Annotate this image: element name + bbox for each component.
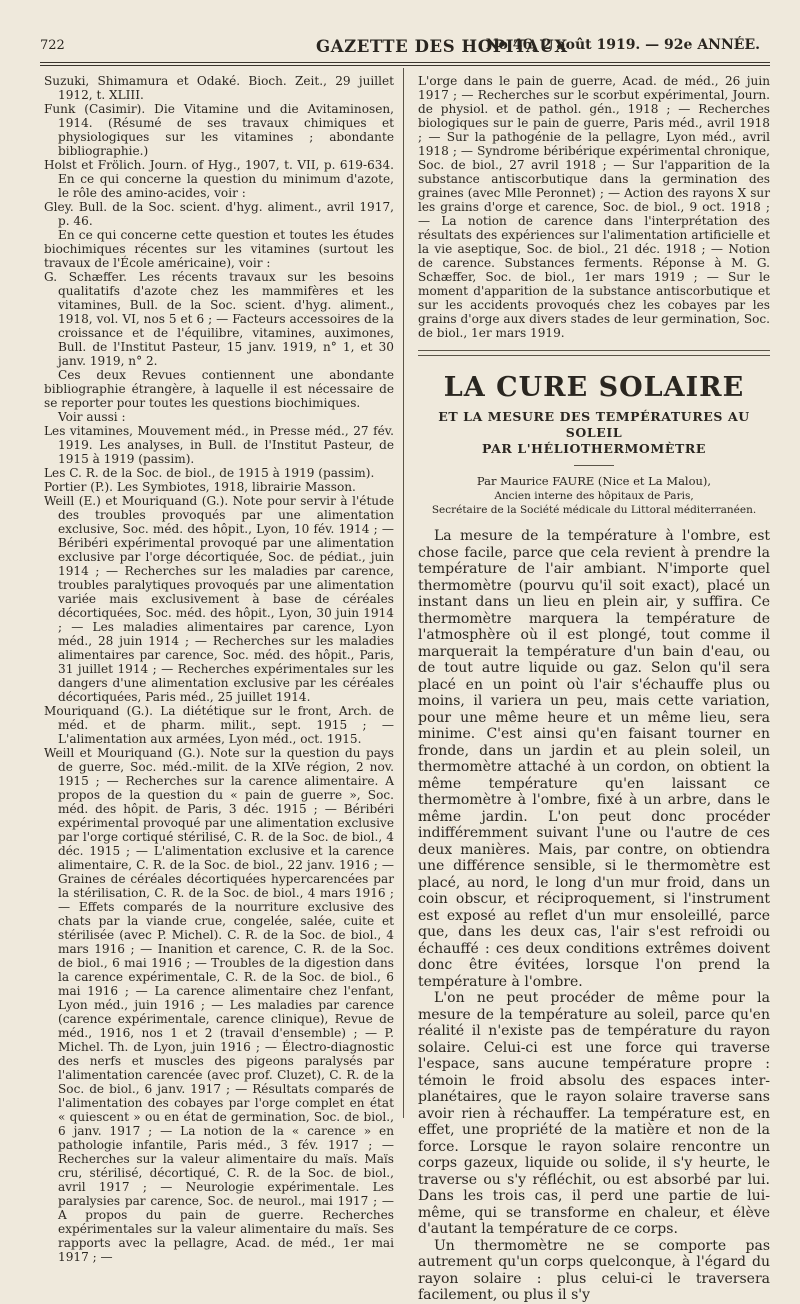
reference-entry: G. Schæffer. Les récents travaux sur les besoins qualitatifs d'azote chez les mammifères et les vitamines, Bull. de la Soc. scient. d'hyg. aliment., 1918, vol. VI, nos 5 et 6 ; — Facteurs accessoires de la croissance et de l'équilibre, vitamines, auximones, Bull. de l'Institut Pasteur, 15 janv. 1919, n° 1, et 30 janv. 1919, n° 2. bbox=[44, 270, 394, 368]
section-rule bbox=[418, 350, 770, 351]
byline: Par Maurice FAURE (Nice et La Malou), bbox=[476, 474, 712, 488]
affiliation-2: Secrétaire de la Société médicale du Littoral méditerranéen. bbox=[431, 504, 757, 516]
column-divider bbox=[403, 68, 404, 1118]
note-paragraph: Ces deux Revues contiennent une abondante bibliographie étrangère, à laquelle il est nécessaire de se reporter pour toutes les questions biochimiques. bbox=[44, 368, 394, 410]
header-rule-double bbox=[40, 65, 770, 66]
article-paragraph: Un thermomètre ne se comporte pas autrement qu'un corps quelconque, à l'égard du rayon solaire : plus celui-ci le traversera facilement, ou plus il s'y bbox=[418, 1237, 770, 1303]
reference-entry: Mouriquand (G.). La diététique sur le front, Arch. de méd. et de pharm. milit., sept. 1915 ; — L'alimentation aux armées, Lyon méd., oct. 1915. bbox=[44, 704, 394, 746]
reference-entry: Portier (P.). Les Symbiotes, 1918, librairie Masson. bbox=[44, 480, 356, 494]
note-paragraph: En ce qui concerne cette question et toutes les études biochimiques récentes sur les vitamines (surtout les travaux de l'École américaine), voir : bbox=[44, 228, 394, 270]
reference-entry: Suzuki, Shimamura et Odaké. Bioch. Zeit., 29 juillet 1912, t. XLIII. bbox=[44, 74, 394, 102]
reference-entry: Holst et Frölich. Journ. of Hyg., 1907, t. VII, p. 619-634. En ce qui concerne la question du minimum d'azote, le rôle des amino-acides, voir : bbox=[44, 158, 394, 200]
reference-entry: Funk (Casimir). Die Vitamine und die Avitaminosen, 1914. (Résumé de ses travaux chimiques et physiologiques sur les vitamines ; abondante bibliographie.) bbox=[44, 102, 394, 158]
article-subtitle-1: ET LA MESURE DES TEMPÉRATURES AU SOLEIL bbox=[438, 409, 750, 440]
reference-entry: Les C. R. de la Soc. de biol., de 1915 à 1919 (passim). bbox=[44, 466, 375, 480]
page-number: 722 bbox=[40, 38, 65, 53]
section-rule-double bbox=[418, 355, 770, 356]
reference-entry: Weill (E.) et Mouriquand (G.). Note pour servir à l'étude des troubles provoqués par une alimentation exclusive, Soc. méd. des hôpit., Lyon, 10 fév. 1914 ; — Béribéri expérimental provoqué par une alimentation exclusive par l'orge décortiquée, Soc. de pédiat., juin 1914 ; — Recherches sur les maladies par carence, troubles paralytiques provoqués par une alimentation variée mais exclusivement à base de céréales décortiquées, Soc. méd. des hôpit., Lyon, 30 juin 1914 ; — Les maladies alimentaires par carence, Lyon méd., 28 juin 1914 ; — Recherches sur les maladies alimentaires par carence, Soc. méd. des hôpit., Paris, 31 juillet 1914 ; — Recherches expérimentales sur les dangers d'une alimentation exclusive par les céréales décortiquées, Paris méd., 25 juillet 1914. bbox=[44, 494, 394, 704]
left-column bbox=[44, 74, 394, 1264]
article-subtitle-2: PAR L'HÉLIOTHERMOMÈTRE bbox=[482, 441, 706, 456]
article-paragraph: La mesure de la température à l'ombre, est chose facile, parce que cela revient à prendre la température de l'air ambiant. N'importe quel thermomètre (pourvu qu'il soit exact), placé un instant dans un lieu en plein air, y suffira. Ce thermomètre marquera la température de l'atmosphère où il est plongé, tout comme il marquerait la température d'un bain d'eau, ou de tout autre liquide ou gaz. Selon qu'il sera placé en un point où l'air s'échauffe plus ou moins, il variera un peu, mais cette variation, pour une même heure et un même lieu, sera minime. C'est ainsi qu'en faisant tourner en fronde, dans un jardin et au plein soleil, un thermomètre attaché à un cordon, on obtient la même température qu'en laissant ce thermomètre à l'ombre, fixé à un arbre, dans le même jardin. L'on peut donc procéder indifféremment suivant l'une ou l'autre de ces deux manières. Mais, par contre, on obtiendra une différence sensible, si le thermomètre est placé, au nord, le long d'un mur froid, dans un coin obscur, et réciproquement, si l'instrument est exposé au reflet d'un mur ensoleillé, parce que, dans les deux cas, l'air s'est refroidi ou échauffé : ces deux conditions extrêmes doivent donc être évitées, lorsque l'on prend la température à l'ombre. bbox=[418, 528, 770, 990]
reference-entry: Gley. Bull. de la Soc. scient. d'hyg. aliment., avril 1917, p. 46. bbox=[44, 200, 394, 228]
reference-entry: Weill et Mouriquand (G.). Note sur la question du pays de guerre, Soc. méd.-milit. de la XIVe région, 2 nov. 1915 ; — Recherches sur la carence alimentaire. A propos de la question du « pain de guerre », Soc. méd. des hôpit. de Paris, 3 déc. 1915 ; — Béribéri expérimental provoqué par une alimentation exclusive par l'orge cortiqué stérilisé, C. R. de la Soc. de biol., 4 déc. 1915 ; — L'alimentation exclusive et la carence alimentaire, C. R. de la Soc. de biol., 22 janv. 1916 ; — Graines de céréales décortiquées hypercarencées par la stérilisation, C. R. de la Soc. de biol., 4 mars 1916 ; — Effets comparés de la nourriture exclusive des chats par la viande crue, congelée, salée, cuite et stérilisée (avec P. Michel). C. R. de la Soc. de biol., 4 mars 1916 ; — Inanition et carence, C. R. de la Soc. de biol., 6 mai 1916 ; — Troubles de la digestion dans la carence expérimentale, C. R. de la Soc. de biol., 6 mai 1916 ; — La carence alimentaire chez l'enfant, Lyon méd., juin 1916 ; — Les maladies par carence (carence expérimentale, carence clinique), Revue de méd., 1916, nos 1 et 2 (travail d'ensemble) ; — P. Michel. Th. de Lyon, juin 1916 ; — Électro-diagnostic des nerfs et muscles des pigeons paralysés par l'alimentation carencée (avec prof. Cluzet), C. R. de la Soc. de biol., 6 janv. 1917 ; — Résultats comparés de l'alimentation des cobayes par l'orge complet en état « quiescent » ou en état de germination, Soc. de biol., 6 janv. 1917 ; — La notion de la « carence » en pathologie infantile, Paris méd., 3 fév. 1917 ; — Recherches sur la valeur alimentaire du maïs. Maïs cru, stérilisé, décortiqué, C. R. de la Soc. de biol., avril 1917 ; — Neurologie expérimentale. Les paralysies par carence, Soc. de neurol., mai 1917 ; — A propos du pain de guerre. Recherches expérimentales sur la valeur alimentaire du maïs. Ses rapports avec la pellagre, Acad. de méd., 1er mai 1917 ; — bbox=[44, 746, 394, 1264]
title-rule bbox=[574, 465, 614, 466]
page-header bbox=[40, 34, 770, 62]
issue-info: No 46, 2 août 1919. — 92e ANNÉE. bbox=[485, 37, 760, 53]
note-paragraph: Voir aussi : bbox=[58, 410, 126, 424]
journal-title: GAZETTE DES HOPITAUX bbox=[316, 37, 568, 56]
reference-entry: Les vitamines, Mouvement méd., in Presse méd., 27 fév. 1919. Les analyses, in Bull. de l'Institut Pasteur, de 1915 à 1919 (passim). bbox=[44, 424, 394, 466]
article-paragraph: L'on ne peut procéder de même pour la mesure de la température au soleil, parce qu'en réalité il n'existe pas de température du rayon solaire. Celui-ci est une force qui traverse l'espace, sans aucune température propre : témoin le froid absolu des espaces inter-planétaires, que le rayon solaire traverse sans avoir rien à réchauffer. La température est, en effet, une propriété de la matière et non de la force. Lorsque le rayon solaire rencontre un corps gazeux, liquide ou solide, il s'y heurte, le traverse ou s'y réfléchit, ou est absorbé par lui. Dans les trois cas, il perd une partie de lui-même, qui se transforme en chaleur, et élève d'autant la température de ce corps. bbox=[418, 990, 770, 1237]
header-rule bbox=[40, 62, 770, 63]
right-column bbox=[418, 74, 770, 1303]
article-title: LA CURE SOLAIRE bbox=[443, 372, 745, 403]
affiliation-1: Ancien interne des hôpitaux de Paris, bbox=[494, 490, 694, 502]
reference-continuation: L'orge dans le pain de guerre, Acad. de méd., 26 juin 1917 ; — Recherches sur le scorbut expérimental, Journ. de physiol. et de pathol. gén., 1918 ; — Recherches biologiques sur le pain de guerre, Paris méd., avril 1918 ; — Sur la pathogénie de la pellagre, Lyon méd., avril 1918 ; — Syndrome béribérique expérimental chronique, Soc. de biol., 27 avril 1918 ; — Sur l'apparition de la substance antiscorbutique dans la germination des graines (avec Mlle Peronnet) ; — Action des rayons X sur les grains d'orge et carence, Soc. de biol., 9 oct. 1918 ; — La notion de carence dans l'interprétation des résultats des expériences sur l'alimentation artificielle et la vie aseptique, Soc. de biol., 21 déc. 1918 ; — Notion de carence. Substances ferments. Réponse à M. G. Schæffer, Soc. de biol., 1er mars 1919 ; — Sur le moment d'apparition de la substance antiscorbutique et sur les accidents provoqués chez les cobayes par les grains d'orge aux divers stades de leur germination, Soc. de biol., 1er mars 1919. bbox=[418, 74, 770, 340]
